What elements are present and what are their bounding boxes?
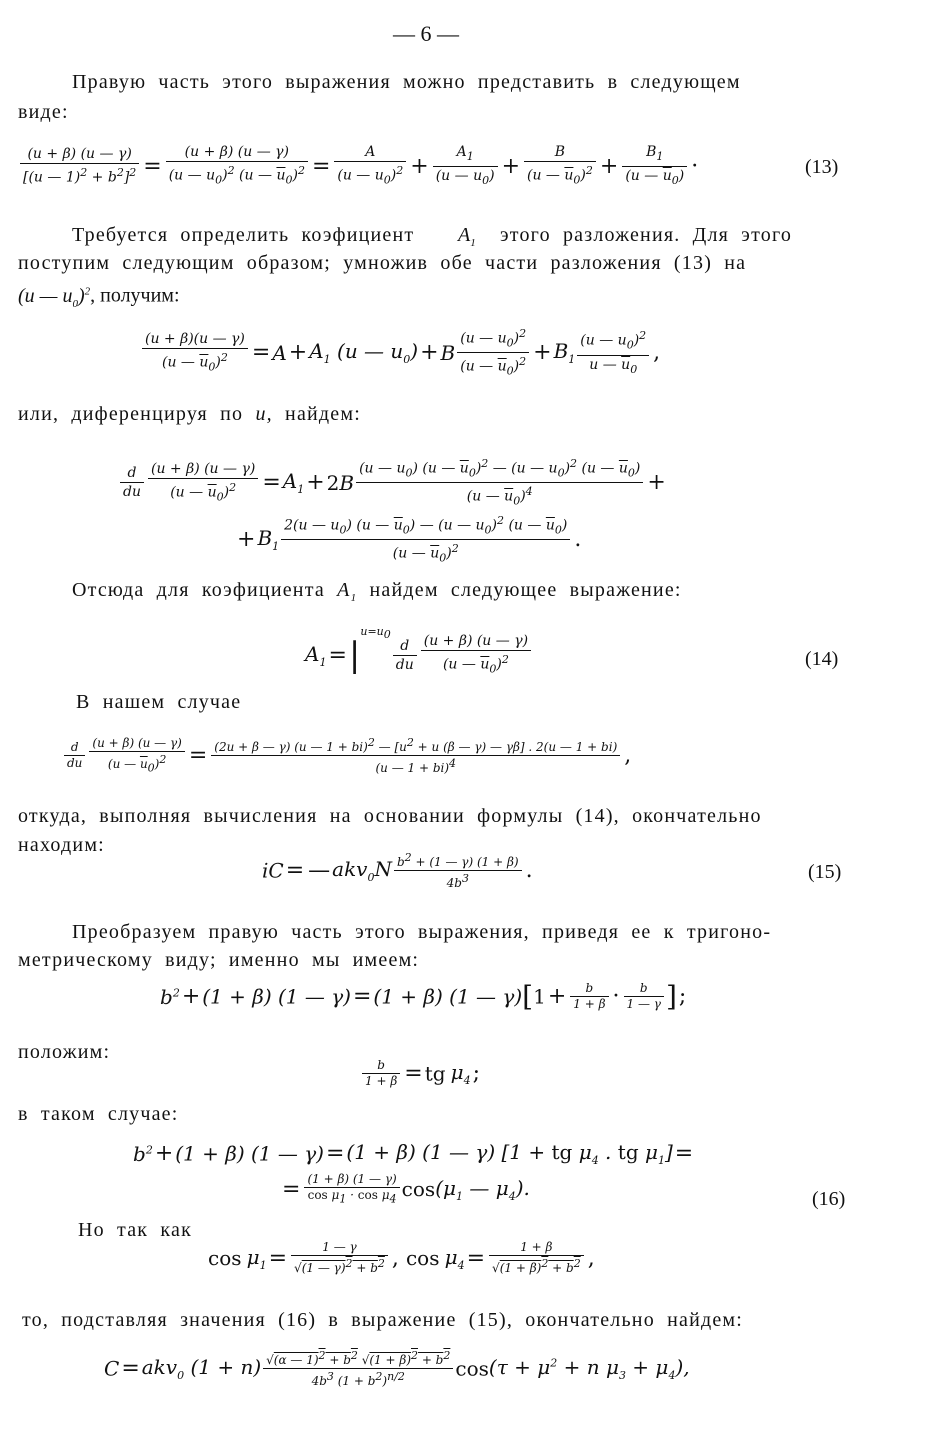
paragraph-11: то, подставляя значения (16) в выражение (15), окончательно найдем: xyxy=(22,1309,744,1331)
paragraph-2-line-2: поступим следующим образом; умножив обе части разложения (13) на xyxy=(18,252,747,274)
equation-16-line-2: = $\frac{(1 + \beta) (1 — \gamma)}{\cos \mu_1 \cdot \cos \mu_4}$ $\cos(\mu_1$ — $\mu_4$). xyxy=(282,1172,530,1206)
equation-derivative-line-1: $\frac{d}{du}$ $\frac{(u + \beta) (u — \gamma)}{(u — \overline{u}_0)^2}$ = $A_1+ 2B$ $\frac{(u — u_0) (u — \overline{u}_0)^2 — (u — u_0)^2 (u — \overline{u}_0)}{(u — \overline{u}_0)^4}$ + xyxy=(118,455,668,511)
paragraph-6-line-2: находим: xyxy=(18,834,105,856)
paragraph-4-tail: найдем следующее выражение: xyxy=(369,579,682,601)
paragraph-6-line-1: откуда, выполняя вычисления на основании формулы (14), окончательно xyxy=(18,805,762,827)
equation-cos: $\cos \mu_1=$ $\frac{1 — \gamma}{√(1 — \gamma)^2 + b^2}$ , $\cos \mu_4=$ $\frac{1 + \beta}{√(1 + \beta)^2 + b^2}$ , xyxy=(208,1240,595,1275)
paragraph-1-line-2: виде: xyxy=(18,101,69,123)
paragraph-3 xyxy=(18,402,361,426)
equation-15: iC= — akv$_0$N $\frac{b^2 + (1 — \gamma) (1 + \beta)}{4b^3}$ . xyxy=(262,851,533,890)
paragraph-2-line-1-symbol: $A_1$ xyxy=(458,224,476,249)
equation-15-label: (15) xyxy=(808,861,842,883)
page-number: — 6 — xyxy=(393,21,459,46)
paragraph-8: положим: xyxy=(18,1041,111,1063)
paragraph-1-line-1: Правую часть этого выражения можно представить в следующем xyxy=(72,71,741,93)
paragraph-5: В нашем случае xyxy=(76,691,242,713)
paragraph-2-symbol-a: A xyxy=(458,224,471,246)
paragraph-7-line-2: метрическому виду; именно мы имеем: xyxy=(18,949,420,971)
paragraph-2-line-3-tail: , получим: xyxy=(90,284,180,307)
paragraph-3-variable: u, xyxy=(255,403,273,425)
paragraph-4-head: Отсюда для коэфициента xyxy=(72,579,325,601)
paragraph-3-head: или, диференцируя по xyxy=(18,403,244,425)
equation-final: C= akv$_0$ (1 + n) $\frac{√(\alpha — 1)^2 + b^2 √(1 + \beta)^2 + b^2}{4b^3 (1 + b^2)^{n/2}}$ $\cos(\tau + \mu^2 + n$ $\mu_3 + \mu_4$), xyxy=(104,1349,690,1388)
paragraph-10: Но так как xyxy=(78,1219,193,1241)
equation-16-line-1: $b^2+ (1 + \beta)$ (1 — γ)= (1 + β) (1 — γ) [1 + tg $\mu_4$ . tg $\mu_1]=$ xyxy=(133,1140,694,1167)
equation-13-label: (13) xyxy=(805,156,839,178)
equation-derivative-line-2: + $B_1$ $\frac{2(u — u_0) (u — \overline{u}_0) — (u — u_0)^2 (u — \overline{u}_0)}{(u — \overline{u}_0)^2}$ . xyxy=(237,514,582,565)
paragraph-7-line-1: Преобразуем правую часть этого выражения, приведя ее к тригоно- xyxy=(72,921,772,943)
equation-13: $\frac{(u + \beta) (u — \gamma)}{[(u — 1)^2 + b^2]^2}$ = $\frac{(u + \beta) (u — \gamma)}{(u — u_0)^2 (u — \overline{u}_0)^2}$ = $\frac{A}{(u — u_0)^2}$ + $\frac{A_1}{(u — u_0)}$ + $\frac{B}{(u — \overline{u}_0)^2}$ + $\frac{B_1}{(u — \overline{u}_0)}$ · xyxy=(18,143,700,190)
paragraph-4: Отсюда для коэфициента $A_1$ найдем следующее выражение: xyxy=(72,579,682,604)
paragraph-3-tail: найдем: xyxy=(285,403,361,425)
paragraph-2-line-3: (u — $u_0)^2$, получим: xyxy=(18,284,180,310)
paragraph-2-line-1-tail: этого разложения. Для этого xyxy=(500,224,793,246)
paragraph-2-line-1-head: Требуется определить коэфициент xyxy=(72,224,415,246)
equation-our-case: $\frac{d}{du}$ $\frac{(u + \beta) (u — \gamma)}{(u — \overline{u}_0)^2}$ = (2u + β — γ) (u — 1 + bi)$^2$ — [$u^2 + u$ (β — γ) — γβ] . 2(u — 1 + bi) (u — 1 + bi)$^4$ , xyxy=(62,735,633,776)
equation-16-label: (16) xyxy=(812,1188,846,1210)
equation-tg: $\frac{b}{1 + \beta}$ = tg $\mu_4$; xyxy=(360,1058,482,1089)
equation-trig: $b^2+ (1 + \beta)$ (1 — γ)= (1 + β) (1 — γ)[1+ $\frac{b}{1 + \beta}$ · $\frac{b}{1 — \gamma}$ ]; xyxy=(160,980,687,1013)
equation-multiplied: $\frac{(u + \beta)(u — \gamma)}{(u — \overline{u}_0)^2}$ = $A+ A_1$ (u — $u_0)+ B$ $\frac{(u — u_0)^2}{(u — \overline{u}_0)^2}$ + $B_1$ $\frac{(u — u_0)^2}{u — \overline{u}_0}$ , xyxy=(140,325,662,381)
equation-14: $A_1=|^{u=u_0}$ $\frac{d}{du}$ $\frac{(u + \beta) (u — \gamma)}{(u — \overline{u}_0)^2}$ xyxy=(305,632,533,678)
paragraph-9: в таком случае: xyxy=(18,1103,179,1125)
equation-14-label: (14) xyxy=(805,648,839,670)
